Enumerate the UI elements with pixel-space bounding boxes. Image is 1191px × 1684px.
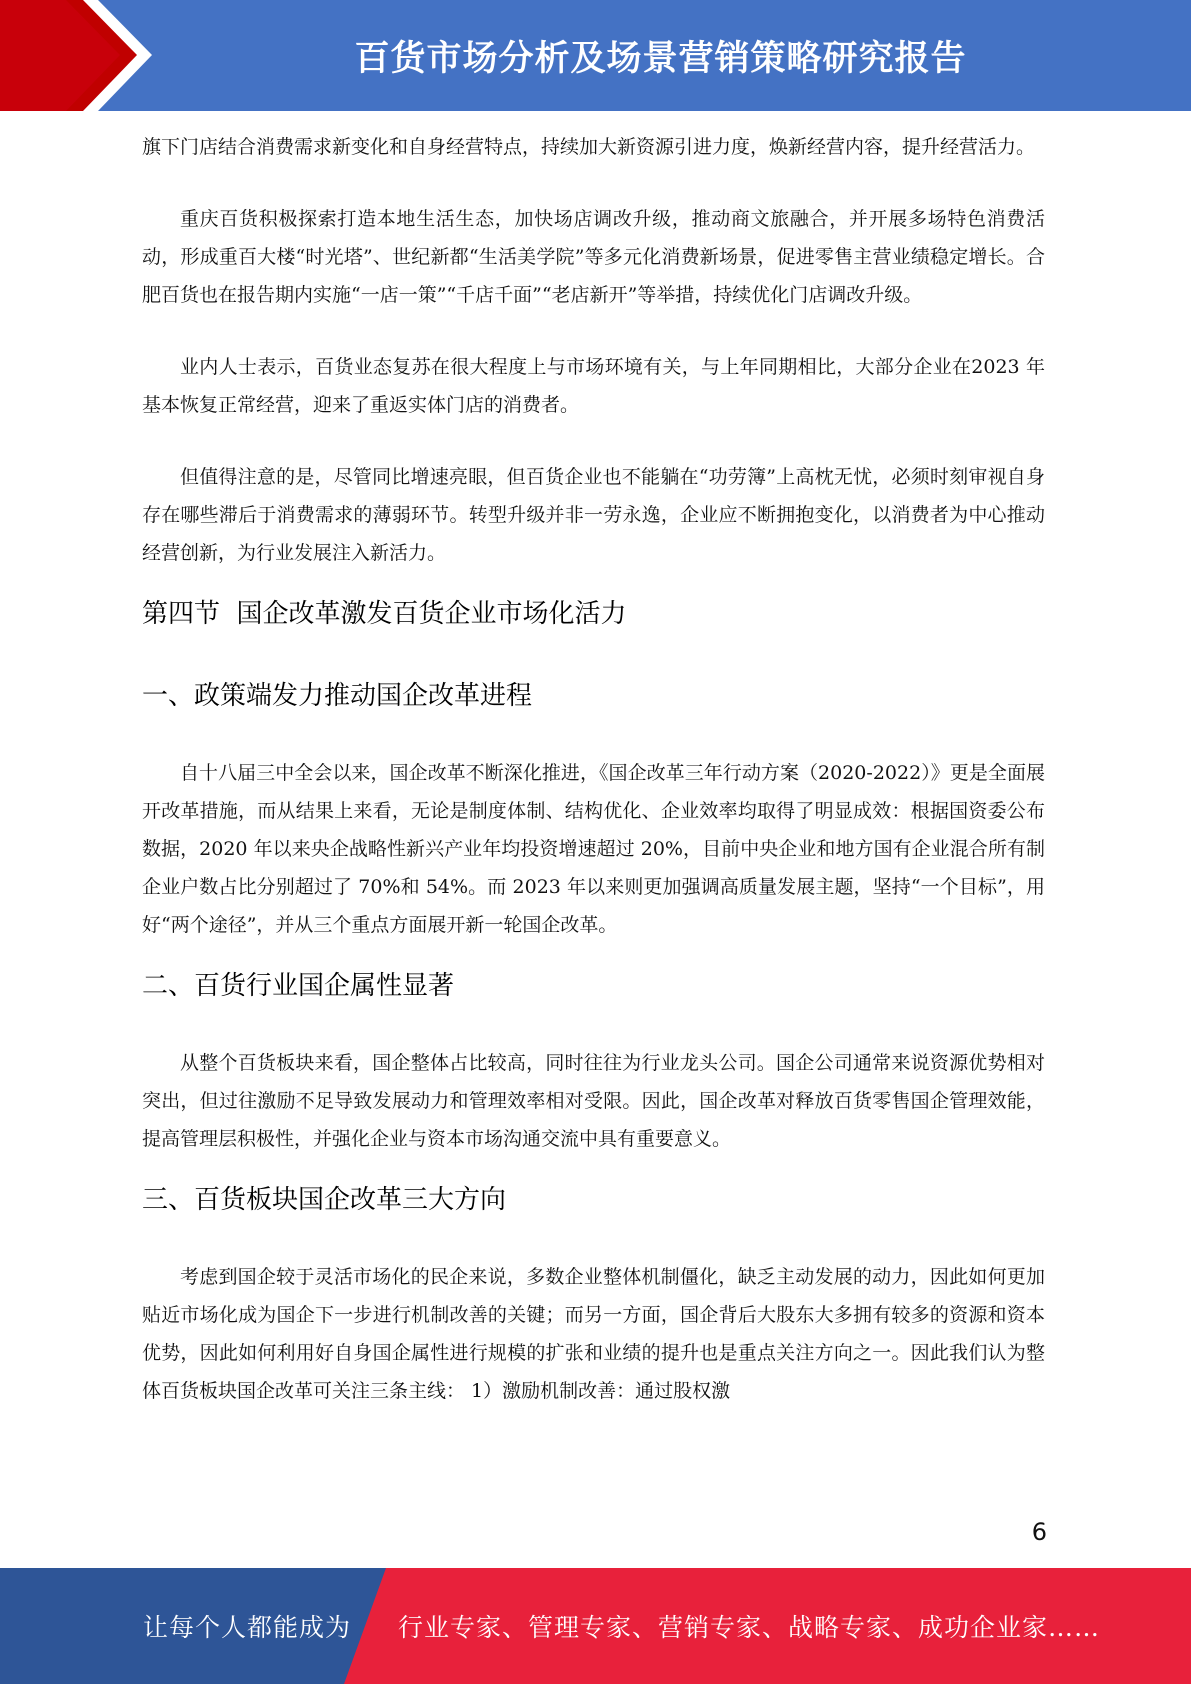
subsection-heading: 二、百货行业国企属性显著 xyxy=(142,971,455,1001)
footer-roles: 行业专家、管理专家、营销专家、战略专家、成功企业家…… xyxy=(398,1613,1101,1642)
report-title: 百货市场分析及场景营销策略研究报告 xyxy=(354,38,967,79)
subsection-heading: 三、百货板块国企改革三大方向 xyxy=(142,1185,507,1215)
document-body xyxy=(142,128,1045,1444)
header-arrow-decoration xyxy=(0,0,160,111)
page-number: 6 xyxy=(1031,1518,1047,1546)
section-heading: 第四节 国企改革激发百货企业市场化活力 xyxy=(142,599,627,629)
page-footer xyxy=(0,1568,1191,1684)
paragraph: 自十八届三中全会以来，国企改革不断深化推进，《国企改革三年行动方案（2020-2022）》更是全面展开改革措施，而从结果上来看，无论是制度体制、结构优化、企业效率均取得了明显成效：根据国资委公布数据，2020 年以来央企战略性新兴产业年均投资增速超过 20%，目前中央企业和地方国有企业混合所有制企业户数占比分别超过了 70%和 54%。而 2023 年以来则更加强调高质量发展主题，坚持“一个目标”，用好“两个途径”，并从三个重点方面展开新一轮国企改革。 xyxy=(142,762,1045,936)
paragraph: 业内人士表示，百货业态复苏在很大程度上与市场环境有关，与上年同期相比，大部分企业在2023 年基本恢复正常经营，迎来了重返实体门店的消费者。 xyxy=(142,356,1045,416)
footer-slogan: 让每个人都能成为 xyxy=(143,1613,352,1642)
subsection-heading: 一、政策端发力推动国企改革进程 xyxy=(142,681,533,711)
paragraph: 从整个百货板块来看，国企整体占比较高，同时往往为行业龙头公司。国企公司通常来说资源优势相对突出，但过往激励不足导致发展动力和管理效率相对受限。因此，国企改革对释放百货零售国企管理效能，提高管理层积极性，并强化企业与资本市场沟通交流中具有重要意义。 xyxy=(142,1052,1045,1150)
paragraph: 考虑到国企较于灵活市场化的民企来说，多数企业整体机制僵化，缺乏主动发展的动力，因此如何更加贴近市场化成为国企下一步进行机制改善的关键；而另一方面，国企背后大股东大多拥有较多的资源和资本优势，因此如何利用好自身国企属性进行规模的扩张和业绩的提升也是重点关注方向之一。因此我们认为整体百货板块国企改革可关注三条主线： 1）激励机制改善：通过股权激 xyxy=(142,1266,1045,1402)
paragraph: 旗下门店结合消费需求新变化和自身经营特点，持续加大新资源引进力度，焕新经营内容，提升经营活力。 xyxy=(142,136,1036,158)
page-header xyxy=(0,0,1191,111)
paragraph: 但值得注意的是，尽管同比增速亮眼，但百货企业也不能躺在“功劳簿”上高枕无忧，必须时刻审视自身存在哪些滞后于消费需求的薄弱环节。转型升级并非一劳永逸，企业应不断拥抱变化，以消费者为中心推动经营创新，为行业发展注入新活力。 xyxy=(142,466,1045,564)
paragraph: 重庆百货积极探索打造本地生活生态，加快场店调改升级，推动商文旅融合，并开展多场特色消费活动，形成重百大楼“时光塔”、世纪新都“生活美学院”等多元化消费新场景，促进零售主营业绩稳定增长。合肥百货也在报告期内实施“一店一策”“千店千面”“老店新开”等举措，持续优化门店调改升级。 xyxy=(142,208,1045,306)
